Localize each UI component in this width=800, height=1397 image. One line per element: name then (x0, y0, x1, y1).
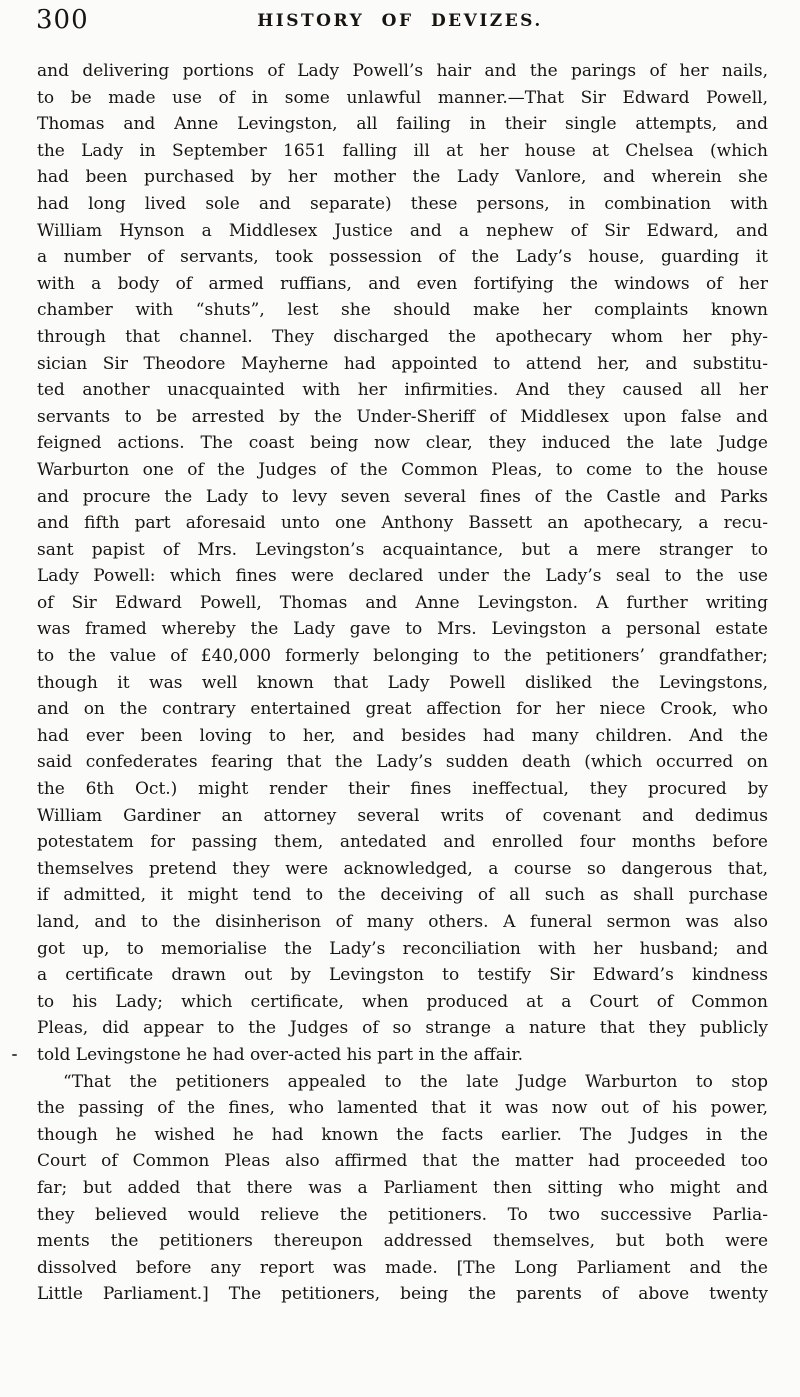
text-line: said confederates fearing that the Lady’s sudden death (which occurred on (37, 752, 768, 773)
text-line: sician Sir Theodore Mayherne had appointed to attend her, and substitu- (37, 353, 768, 374)
text-line: though it was well known that Lady Powell disliked the Levingstons, (37, 672, 768, 693)
text-line: was framed whereby the Lady gave to Mrs. Levingston a personal estate (37, 619, 768, 640)
text-line: and procure the Lady to levy seven several fines of the Castle and Parks (37, 486, 768, 507)
text-line: had been purchased by her mother the Lady Vanlore, and wherein she (37, 167, 768, 188)
text-line: if admitted, it might tend to the deceiving of all such as shall purchase (37, 885, 768, 906)
text-line: Little Parliament.] The petitioners, being the parents of above twenty (37, 1284, 768, 1305)
text-line: had ever been loving to her, and besides had many children. And the (37, 725, 768, 746)
text-line: got up, to memorialise the Lady’s reconciliation with her husband; and (37, 938, 768, 959)
running-title: HISTORY OF DEVIZES. (257, 11, 543, 31)
text-line: far; but added that there was a Parliament then sitting who might and (37, 1177, 768, 1198)
text-line: to his Lady; which certificate, when produced at a Court of Common (37, 991, 768, 1012)
text-line: of Sir Edward Powell, Thomas and Anne Levingston. A further writing (37, 592, 768, 613)
text-line: a number of servants, took possession of the Lady’s house, guarding it (37, 247, 768, 268)
text-line: Lady Powell: which fines were declared under the Lady’s seal to the use (37, 566, 768, 587)
text-line: feigned actions. The coast being now clear, they induced the late Judge (37, 433, 768, 454)
text-line: sant papist of Mrs. Levingston’s acquaintance, but a mere stranger to (37, 539, 768, 560)
text-line: Court of Common Pleas also affirmed that the matter had proceeded too (37, 1151, 768, 1172)
text-line: the 6th Oct.) might render their fines ineffectual, they procured by (37, 779, 768, 800)
text-line: chamber with “shuts”, lest she should make her complaints known (37, 300, 768, 321)
text-line: had long lived sole and separate) these persons, in combination with (37, 193, 768, 214)
text-line: Thomas and Anne Levingston, all failing in their single attempts, and (37, 114, 768, 135)
text-line: told Levingstone he had over-acted his part in the affair. (37, 1044, 523, 1065)
text-line: the passing of the fines, who lamented that it was now out of his power, (37, 1098, 768, 1119)
text-line: William Gardiner an attorney several writs of covenant and dedimus (37, 805, 768, 826)
text-line: dissolved before any report was made. [The Long Parliament and the (37, 1257, 768, 1278)
text-line: Pleas, did appear to the Judges of so strange a nature that they publicly (37, 1018, 768, 1039)
text-line: though he wished he had known the facts earlier. The Judges in the (37, 1124, 768, 1145)
text-line: they believed would relieve the petitioners. To two successive Parlia- (37, 1204, 768, 1225)
text-line: through that channel. They discharged the apothecary whom her phy- (37, 326, 768, 347)
scan-speck (12, 1054, 17, 1056)
text-line: themselves pretend they were acknowledged, a course so dangerous that, (37, 858, 768, 879)
text-line: servants to be arrested by the Under-Sheriff of Middlesex upon false and (37, 406, 768, 427)
text-line: to the value of £40,000 formerly belonging to the petitioners’ grandfather; (37, 646, 768, 667)
text-line: and fifth part aforesaid unto one Anthony Bassett an apothecary, a recu- (37, 513, 768, 534)
paragraph (37, 58, 768, 1069)
text-line: ments the petitioners thereupon addressed themselves, but both were (37, 1231, 768, 1252)
text-line: a certificate drawn out by Levingston to testify Sir Edward’s kindness (37, 965, 768, 986)
page-header (0, 6, 800, 38)
text-line: to be made use of in some unlawful manner.—That Sir Edward Powell, (37, 87, 768, 108)
paragraph (37, 1069, 768, 1308)
text-line: with a body of armed ruffians, and even fortifying the windows of her (37, 273, 768, 294)
page-number: 300 (36, 5, 89, 35)
text-line: William Hynson a Middlesex Justice and a nephew of Sir Edward, and (37, 220, 768, 241)
text-line: potestatem for passing them, antedated and enrolled four months before (37, 832, 768, 853)
text-line: and on the contrary entertained great affection for her niece Crook, who (37, 699, 768, 720)
text-line: the Lady in September 1651 falling ill at her house at Chelsea (which (37, 140, 768, 161)
text-line: ted another unacquainted with her infirmities. And they caused all her (37, 380, 768, 401)
text-line: and delivering portions of Lady Powell’s hair and the parings of her nails, (37, 61, 768, 81)
text-line: Warburton one of the Judges of the Common Pleas, to come to the house (37, 459, 768, 480)
page-body-text (37, 58, 768, 1308)
text-line: “That the petitioners appealed to the late Judge Warburton to stop (63, 1071, 768, 1092)
text-line: land, and to the disinherison of many others. A funeral sermon was also (37, 912, 768, 932)
